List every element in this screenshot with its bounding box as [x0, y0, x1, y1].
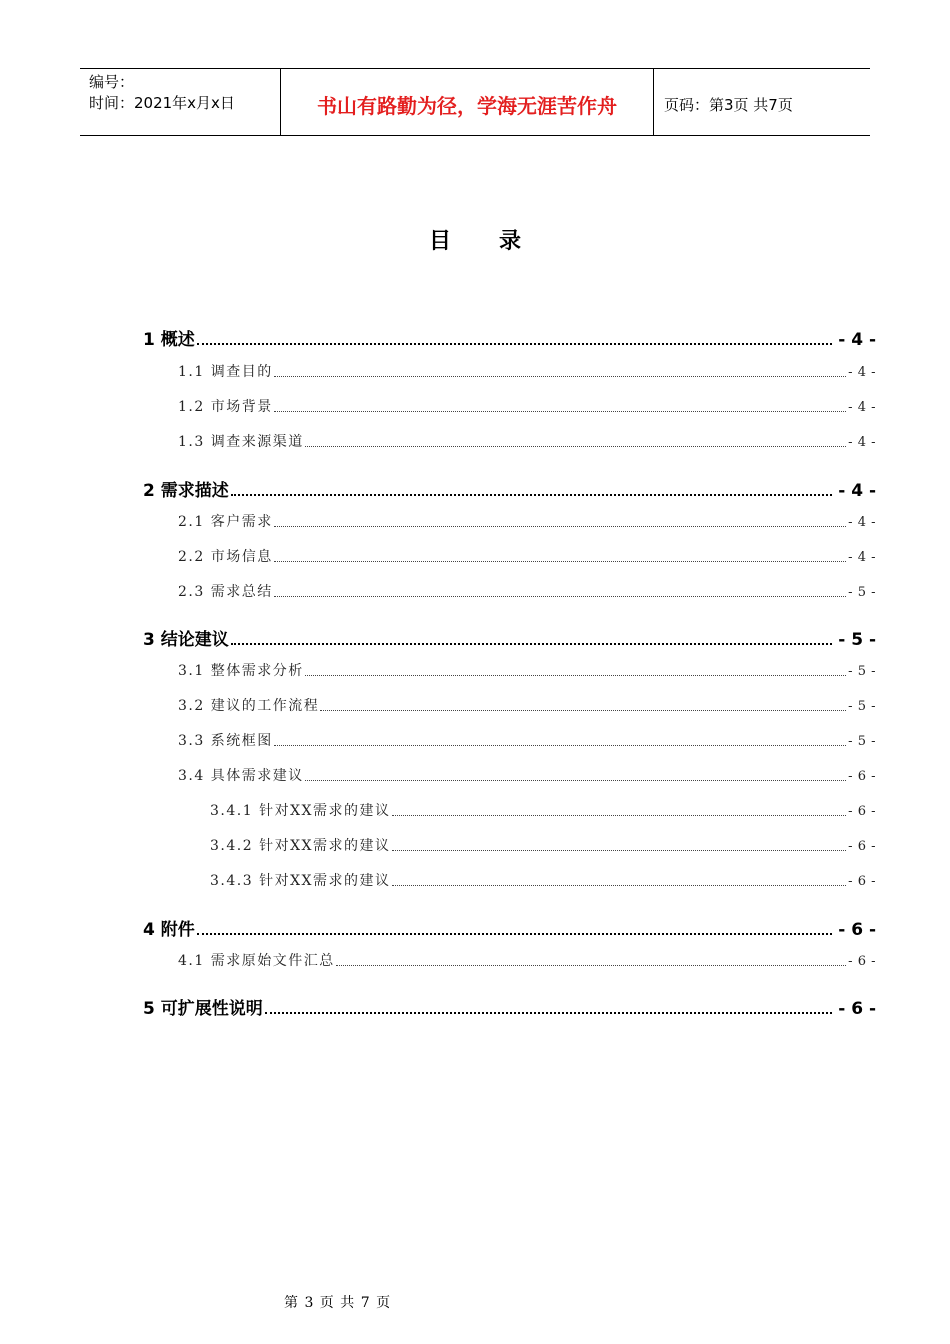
toc-entry[interactable]	[143, 476, 876, 501]
toc-dot-leader	[274, 742, 846, 746]
toc-dot-leader	[274, 558, 846, 562]
toc-dot-leader	[305, 777, 846, 781]
toc-entry[interactable]	[178, 765, 876, 785]
toc-entry-page: - 4 -	[848, 400, 876, 415]
page-footer: 第 3 页 共 7 页	[284, 1295, 392, 1311]
toc-entry-page: - 6 -	[848, 769, 876, 784]
toc-dot-leader	[265, 1008, 832, 1014]
toc-entry-page: - 6 -	[848, 874, 876, 889]
toc-entry-title: 2 需求描述	[143, 481, 229, 501]
toc-entry-title: 1.3 调查来源渠道	[178, 434, 304, 450]
toc-entry-page: - 6 -	[838, 920, 876, 940]
toc-entry-page: - 5 -	[848, 734, 876, 749]
toc-entry-title: 4 附件	[143, 920, 195, 940]
toc-dot-leader	[231, 490, 832, 496]
toc-entry-title: 3.1 整体需求分析	[178, 663, 304, 679]
toc-dot-leader	[305, 443, 846, 447]
toc-entry[interactable]	[143, 625, 876, 650]
toc-entry-page: - 4 -	[848, 365, 876, 380]
toc-dot-leader	[197, 339, 832, 345]
toc-entry-title: 3.2 建议的工作流程	[178, 698, 320, 714]
toc-entry-title: 1.2 市场背景	[178, 399, 273, 415]
toc-entry-title: 1.1 调查目的	[178, 364, 273, 380]
toc-entry-page: - 5 -	[838, 630, 876, 650]
toc-entry-page: - 4 -	[848, 550, 876, 565]
toc-entry-title: 3 结论建议	[143, 630, 229, 650]
toc-entry[interactable]	[178, 950, 876, 970]
toc-entry-title: 3.4 具体需求建议	[178, 768, 304, 784]
toc-entry-title: 3.4.1 针对XX需求的建议	[210, 803, 391, 819]
toc-dot-leader	[274, 373, 846, 377]
toc-dot-leader	[305, 672, 846, 676]
toc-entry-title: 3.4.2 针对XX需求的建议	[210, 838, 391, 854]
toc-entry[interactable]	[210, 870, 876, 890]
toc-dot-leader	[274, 593, 846, 597]
toc-dot-leader	[274, 408, 846, 412]
toc-dot-leader	[336, 962, 846, 966]
toc-entry-page: - 4 -	[848, 435, 876, 450]
toc-entry[interactable]	[178, 396, 876, 416]
toc-entry[interactable]	[178, 581, 876, 601]
toc-dot-leader	[392, 812, 847, 816]
toc-entry-page: - 6 -	[848, 954, 876, 969]
toc-entry[interactable]	[210, 835, 876, 855]
toc-entry-title: 5 可扩展性说明	[143, 999, 263, 1019]
toc-entry[interactable]	[143, 994, 876, 1019]
toc-entry-title: 3.3 系统框图	[178, 733, 273, 749]
toc-entry-title: 2.1 客户需求	[178, 514, 273, 530]
toc-entry-title: 2.3 需求总结	[178, 584, 273, 600]
toc-dot-leader	[320, 707, 846, 711]
toc-entry-page: - 4 -	[838, 330, 876, 350]
toc-entry-page: - 4 -	[848, 515, 876, 530]
toc-entry-page: - 6 -	[848, 804, 876, 819]
toc-entry[interactable]	[178, 361, 876, 381]
header-page-info: 页码：第3页 共7页	[664, 95, 793, 114]
toc-entry[interactable]	[178, 431, 876, 451]
toc-dot-leader	[274, 523, 846, 527]
toc-entry-title: 4.1 需求原始文件汇总	[178, 953, 335, 969]
serial-number-label: 编号：	[89, 73, 135, 91]
header-motto: 书山有路勤为径，学海无涯苦作舟	[281, 69, 654, 135]
toc-entry-title: 1 概述	[143, 330, 195, 350]
toc-dot-leader	[392, 847, 847, 851]
toc-entry[interactable]	[178, 695, 876, 715]
toc-entry-page: - 5 -	[848, 585, 876, 600]
toc-entry[interactable]	[178, 546, 876, 566]
toc-entry-title: 3.4.3 针对XX需求的建议	[210, 873, 391, 889]
toc-entry[interactable]	[178, 730, 876, 750]
toc-title: 目录	[428, 229, 569, 254]
toc-dot-leader	[197, 929, 832, 935]
toc-entry-page: - 5 -	[848, 664, 876, 679]
toc-entry[interactable]	[143, 915, 876, 940]
toc-entry[interactable]	[178, 660, 876, 680]
toc-dot-leader	[231, 639, 832, 645]
toc-entry-page: - 4 -	[838, 481, 876, 501]
toc-entry-page: - 6 -	[848, 839, 876, 854]
toc-entry[interactable]	[210, 800, 876, 820]
toc-entry-page: - 6 -	[838, 999, 876, 1019]
date-label: 时间：2021年x月x日	[89, 94, 235, 112]
toc-entry[interactable]	[178, 511, 876, 531]
toc-entry-page: - 5 -	[848, 699, 876, 714]
toc-dot-leader	[392, 882, 847, 886]
toc-entry-title: 2.2 市场信息	[178, 549, 273, 565]
toc-entry[interactable]	[143, 325, 876, 350]
